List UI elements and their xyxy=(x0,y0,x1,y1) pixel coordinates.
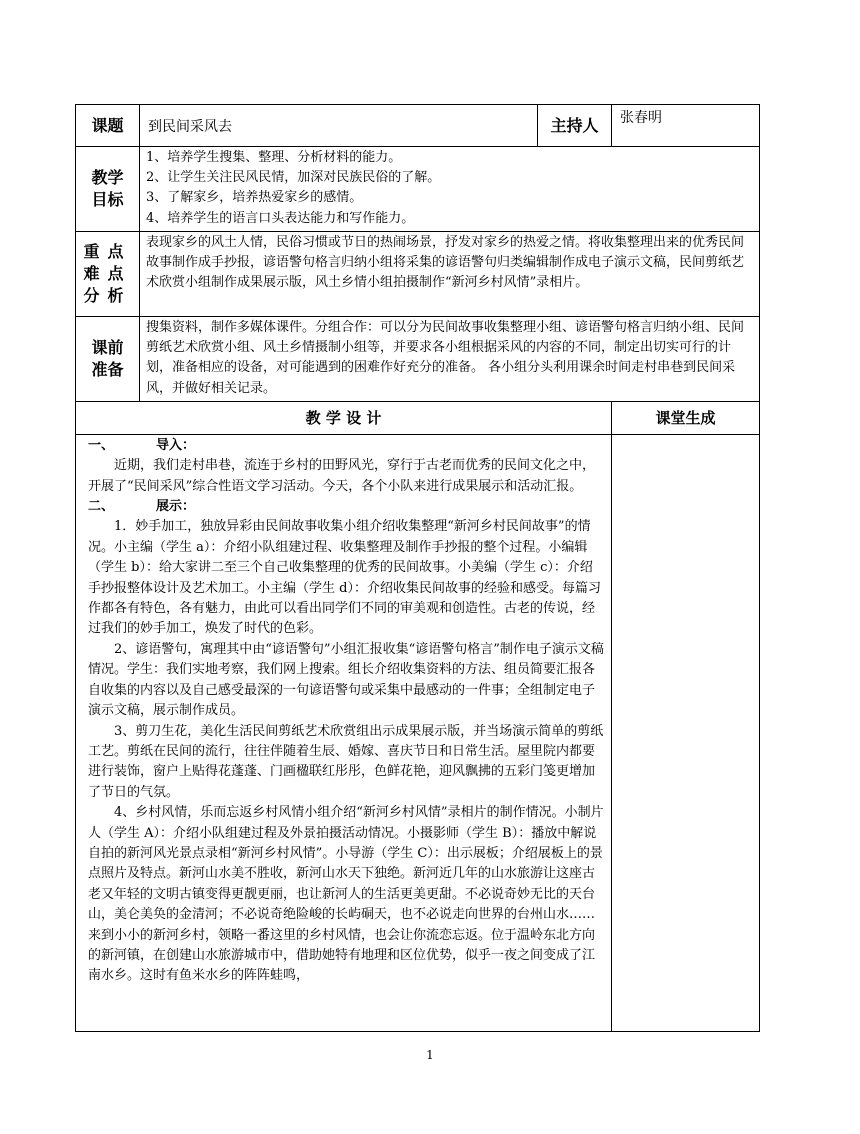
goal-item: 4、培养学生的语言口头表达能力和写作能力。 xyxy=(146,210,415,226)
host-value: 张春明 xyxy=(612,105,760,147)
goals-list xyxy=(140,147,760,232)
display-paragraph: 2、谚语警句，寓理其中由“谚语警句”小组汇报收集“谚语警句格言”制作电子演示文稿情况。学生：我们实地考察，我们网上搜索。组长介绍收集资料的方法、组员简要汇报各自收集的内容以及自己感受最深的一句谚语警句或采集中最感动的一件事；全组制定电子演示文稿，展示制作成员。 xyxy=(88,641,604,719)
classroom-output-cell xyxy=(612,434,760,1031)
display-paragraph: 1．妙手加工，独放异彩由民间故事收集小组介绍收集整理“新河乡村民间故事”的情况。小主编（学生 a）：介绍小队组建过程、收集整理及制作手抄报的整个过程。小编辑（学生 b）：给大家讲二至三个自己收集整理的优秀的民间故事。小美编（学生 c）：介绍手抄报整体设计及艺术加工。小主编（学生 d）：介绍收集民间故事的经验和感受。每篇习作都各有特色，各有魅力，由此可以看出同学们不同的审美观和创造性。古老的传说，经过我们的妙手加工，焕发了时代的色彩。 xyxy=(88,519,601,637)
topic-value: 到民间采风去 xyxy=(140,105,538,147)
display-paragraph: 4、乡村风情，乐而忘返乡村风情小组介绍“新河乡村风情”录相片的制作情况。小制片人（学生 A）：介绍小队组建过程及外景拍摄活动情况。小摄影师（学生 B）：播放中解说自拍的新河风光景点录相“新河乡村风情”。小导游（学生 C）：出示展板；介绍展板上的景点照片及特点。新河山水美不胜收，新河山水天下独绝。新河近几年的山水旅游让这座古老又年轻的文明古镇变得更靓更丽，也让新河人的生活更美更甜。不必说奇妙无比的天台山，美仑美奂的金清河；不必说奇绝险峻的长屿硐天，也不必说走向世界的台州山水……来到小小的新河乡村，领略一番这里的乡村风情，也会让你流恋忘返。位于温岭东北方向的新河镇，在创建山水旅游城市中，借助她特有地理和区位优势，似乎一夜之间变成了江南水乡。这时有鱼米水乡的阵阵蛙鸣， xyxy=(88,805,604,984)
host-label: 主持人 xyxy=(538,105,612,147)
display-paragraph: 3、剪刀生花，美化生活民间剪纸艺术欣赏组出示成果展示版，并当场演示简单的剪纸工艺。剪纸在民间的流行，往往伴随着生辰、婚嫁、喜庆节日和日常生活。屋里院内都要进行装饰，窗户上贴得花蓬蓬、门画楹联红彤彤，色鲜花艳，迎风飘拂的五彩门笺更增加了节日的气氛。 xyxy=(88,723,604,800)
prep-text: 搜集资料，制作多媒体课件。分组合作：可以分为民间故事收集整理小组、谚语警句格言归纳小组、民间剪纸艺术欣赏小组、风土乡情摄制小组等，并要求各小组根据采风的内容的不同，制定出切实可行的计划，准备相应的设备，对可能遇到的困难作好充分的准备。 各小组分头利用课余时间走村串巷到民间采风，并做好相关记录。 xyxy=(140,317,760,402)
design-content xyxy=(76,434,612,1031)
goal-item: 3、了解家乡，培养热爱家乡的感情。 xyxy=(146,190,363,206)
prep-label: 课前准备 xyxy=(76,317,140,402)
section-heading-display: 二、 展示： xyxy=(88,499,196,515)
goal-item: 2、让学生关注民风民情，加深对民族民俗的了解。 xyxy=(146,170,441,186)
intro-paragraph: 近期，我们走村串巷，流连于乡村的田野风光，穿行于古老而优秀的民间文化之中，开展了“民间采风”综合性语文学习活动。今天，各个小队来进行成果展示和活动汇报。 xyxy=(88,458,596,494)
key-points-label: 重点难点分析 xyxy=(76,232,140,317)
goal-item: 1、培养学生搜集、整理、分析材料的能力。 xyxy=(146,150,402,165)
topic-label: 课题 xyxy=(76,105,140,147)
page-number: 1 xyxy=(426,1048,434,1062)
section-heading-intro: 一、 导入： xyxy=(88,437,196,453)
key-points-text: 表现家乡的风土人情，民俗习惯或节日的热闹场景，抒发对家乡的热爱之情。将收集整理出来的优秀民间故事制作成手抄报，谚语警句格言归纳小组将采集的谚语警句归类编辑制作成电子演示文稿，民间剪纸艺术欣赏小组制作成果展示版，风土乡情小组拍摄制作“新河乡村风情”录相片。 xyxy=(140,232,760,317)
lesson-plan-table xyxy=(75,104,760,1032)
classroom-output-header: 课堂生成 xyxy=(612,401,760,434)
design-header: 教 学 设 计 xyxy=(76,401,612,434)
goals-label: 教学目标 xyxy=(76,147,140,232)
